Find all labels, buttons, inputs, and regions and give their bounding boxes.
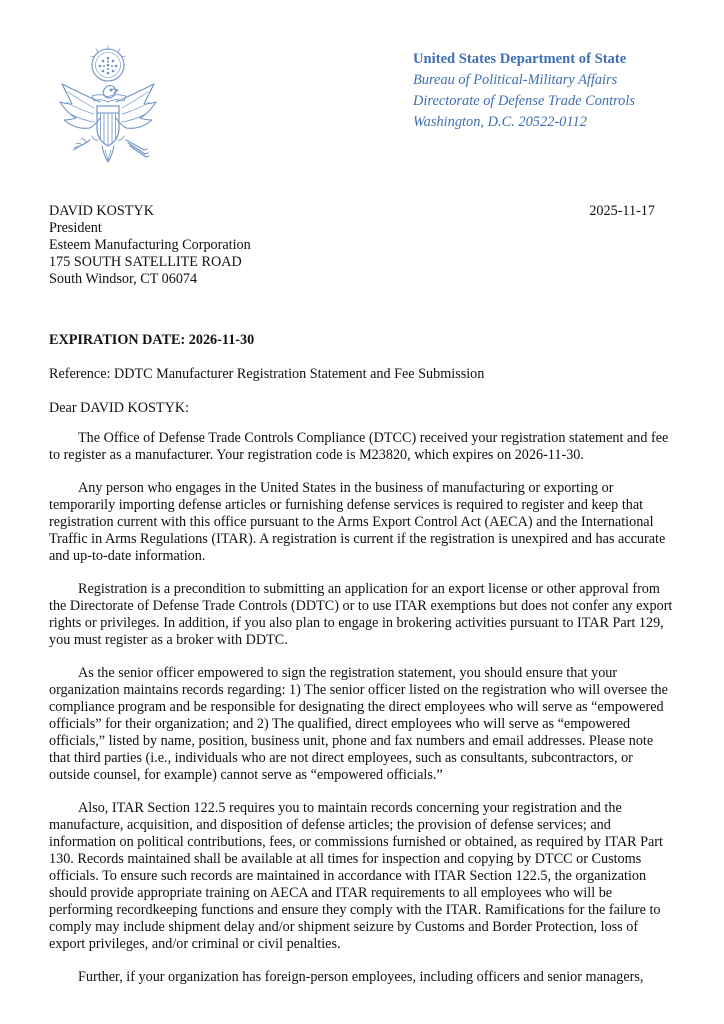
body-paragraph: Any person who engages in the United States in the business of manufacturing or exporting or temporarily importing defense articles or furnishing defense services is required to register and keep that registration current with this office pursuant to the Arms Export Control Act (AECA) and the International Traffic in Arms Regulations (ITAR). A registration is current if the registration is unexpired and has accurate and up-to-date information. bbox=[49, 480, 666, 564]
body-paragraph: As the senior officer empowered to sign the registration statement, you should ensure that your organization maintains records regarding: 1) The senior officer listed on the registration who will oversee the compliance program and be responsible for designating the direct employees who will serve as “empowered officials” for their organization; and 2) The qualified, direct employees who will serve as “empowered officials,” listed by name, position, business unit, phone and fax numbers and email addresses. Please note that third parties (i.e., individuals who are not direct employees, such as consultants, subcontractors, or outside counsel, for example) cannot serve as “empowered officials.” bbox=[49, 665, 668, 783]
letter-body bbox=[49, 430, 674, 1002]
recipient-company: Esteem Manufacturing Corporation bbox=[49, 236, 251, 253]
salutation: Dear DAVID KOSTYK: bbox=[49, 400, 190, 416]
great-seal-eagle-icon bbox=[48, 44, 168, 176]
recipient-title: President bbox=[49, 219, 102, 236]
body-paragraph: The Office of Defense Trade Controls Compliance (DTCC) received your registration statement and fee to register as a manufacturer. Your registration code is M23820, which expires on 2026-11-30. bbox=[49, 430, 669, 463]
agency-name: United States Department of State bbox=[413, 51, 627, 67]
recipient-name: DAVID KOSTYK bbox=[49, 203, 154, 219]
body-paragraph: Further, if your organization has foreign-person employees, including officers and senior managers, bbox=[78, 968, 644, 985]
recipient-address-block bbox=[49, 203, 674, 288]
expiration-date: EXPIRATION DATE: 2026-11-30 bbox=[49, 332, 255, 348]
letter-date: 2025-11-17 bbox=[589, 203, 655, 219]
bureau-name: Bureau of Political-Military Affairs bbox=[413, 72, 618, 88]
recipient-city-state-zip: South Windsor, CT 06074 bbox=[49, 270, 198, 287]
letterhead-address: Washington, D.C. 20522-0112 bbox=[413, 114, 587, 130]
body-paragraph: Registration is a precondition to submitting an application for an export license or other approval from the Directorate of Defense Trade Controls (DDTC) or to use ITAR exemptions but does not confer any export rights or privileges. In addition, if you also plan to engage in brokering activities pursuant to ITAR Part 129, you must register as a broker with DDTC. bbox=[49, 581, 673, 649]
reference-line: Reference: DDTC Manufacturer Registration Statement and Fee Submission bbox=[49, 366, 485, 382]
directorate-name: Directorate of Defense Trade Controls bbox=[413, 93, 635, 109]
body-paragraph: Also, ITAR Section 122.5 requires you to maintain records concerning your registration and the manufacture, acquisition, and disposition of defense articles; the provision of defense services; and information on political contributions, fees, or commissions furnished or obtained, as required by ITAR Part 130. Records maintained shall be available at all times for inspection and copying by DTCC or Customs officials. To ensure such records are maintained in accordance with ITAR Section 122.5, the organization should provide appropriate training on AECA and ITAR requirements to all employees who will be performing recordkeeping functions and ensure they comply with the ITAR. Ramifications for the failure to comply may include shipment delay and/or shipment seizure by Customs and Border Protection, loss of export privileges, and/or criminal or civil penalties. bbox=[49, 800, 663, 952]
letterhead bbox=[413, 49, 713, 133]
recipient-street: 175 SOUTH SATELLITE ROAD bbox=[49, 253, 242, 270]
